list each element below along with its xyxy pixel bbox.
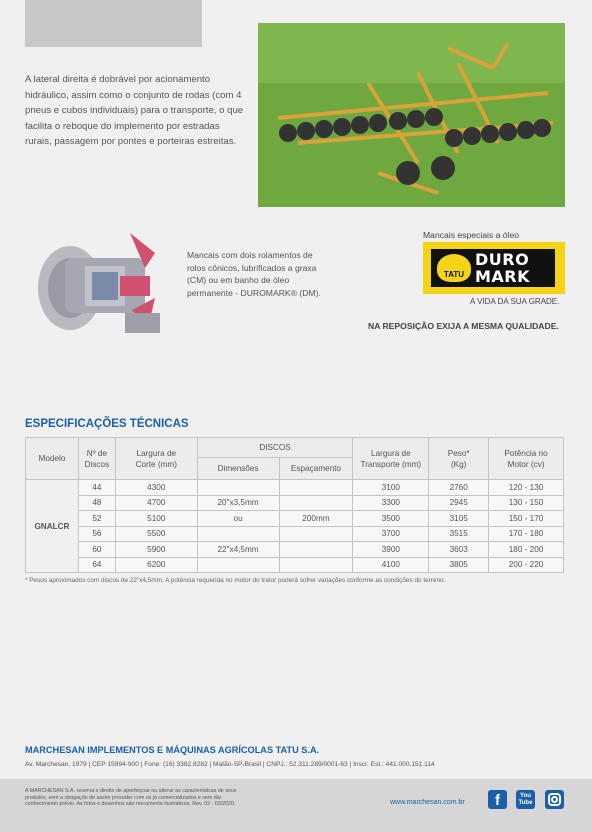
- power-cell: 170 - 180: [489, 526, 564, 542]
- spacing-cell: 200mm: [279, 511, 353, 527]
- header-discos: DISCOS: [197, 438, 353, 458]
- transport-cell: 3300: [353, 495, 429, 511]
- company-name: MARCHESAN IMPLEMENTOS E MÁQUINAS AGRÍCOLAS TATU S.A.: [25, 745, 320, 755]
- bearing-cutaway-image: [30, 228, 165, 338]
- discs-cell: 48: [78, 495, 115, 511]
- transport-cell: 3100: [353, 480, 429, 496]
- bearing-description: Mancais com dois rolamentos de rolos cônicos, lubrificados a graxa (CM) ou em banho de óleo permanente - DUROMARK® (DM).: [187, 250, 321, 298]
- youtube-label-tube: Tube: [518, 800, 533, 806]
- product-photo: [258, 23, 565, 207]
- header-cut-width: Largura de Corte (mm): [115, 438, 197, 480]
- header-spacing: Espaçamento: [279, 458, 353, 480]
- power-cell: 120 - 130: [489, 480, 564, 496]
- header-dimensions: Dimensões: [197, 458, 279, 480]
- table-row: [26, 557, 564, 573]
- header-power: Potência no Motor (cv): [489, 438, 564, 480]
- model-cell: GNALCR: [26, 480, 79, 573]
- cut-cell: 5500: [115, 526, 197, 542]
- spacing-cell: [279, 495, 353, 511]
- footer: [0, 779, 592, 832]
- weight-cell: 3805: [429, 557, 489, 573]
- cut-cell: 5900: [115, 542, 197, 558]
- cut-cell: 6200: [115, 557, 197, 573]
- transport-cell: 3500: [353, 511, 429, 527]
- weight-cell: 3515: [429, 526, 489, 542]
- cut-cell: 4700: [115, 495, 197, 511]
- spacing-cell: [279, 480, 353, 496]
- table-row: [26, 526, 564, 542]
- table-row: [26, 542, 564, 558]
- discs-cell: 56: [78, 526, 115, 542]
- dimensions-cell: [197, 480, 279, 496]
- youtube-icon[interactable]: [516, 790, 535, 809]
- bearing-illustration: [30, 228, 165, 338]
- duromark-word-duro: DURO: [475, 250, 530, 269]
- header-discs-count: Nº de Discos: [78, 438, 115, 480]
- transport-cell: 3900: [353, 542, 429, 558]
- table-row: [26, 511, 564, 527]
- spacing-cell: [279, 526, 353, 542]
- duromark-tagline: A VIDA DA SUA GRADE.: [470, 297, 560, 306]
- header-weight: Peso* (Kg): [429, 438, 489, 480]
- duromark-logo-inner: [431, 249, 555, 287]
- dimensions-cell: ou: [197, 511, 279, 527]
- specs-table: [25, 437, 564, 573]
- cut-cell: 5100: [115, 511, 197, 527]
- header-transport-width: Largura de Transporte (mm): [353, 438, 429, 480]
- disc-harrow-illustration: [258, 23, 565, 207]
- weight-cell: 3603: [429, 542, 489, 558]
- dimensions-cell: 22"x4,5mm: [197, 542, 279, 558]
- website-link[interactable]: www.marchesan.com.br: [390, 799, 465, 806]
- power-cell: 150 - 170: [489, 511, 564, 527]
- weight-cell: 3105: [429, 511, 489, 527]
- transport-cell: 3700: [353, 526, 429, 542]
- intro-paragraph: A lateral direita é dobrável por acionamento hidráulico, assim como o conjunto de rodas (com 4 pneus e cubos individuais) para o transporte, o que facilita o reboque do implemento por estradas rurais, passagem por pontes e porteiras estreitas.: [25, 74, 244, 147]
- power-cell: 130 - 150: [489, 495, 564, 511]
- youtube-label-you: You: [520, 793, 531, 799]
- tatu-badge-text: TATU: [443, 270, 465, 279]
- discs-cell: 52: [78, 511, 115, 527]
- header-model: Modelo: [26, 438, 79, 480]
- specs-note: * Pesos aproximados com discos de 22"x4,5mm. A potência requerida no motor do trator poderá sofrer variações conforme as condições do terreno.: [25, 577, 446, 584]
- spacing-cell: [279, 557, 353, 573]
- transport-cell: 4100: [353, 557, 429, 573]
- weight-cell: 2945: [429, 495, 489, 511]
- power-cell: 180 - 200: [489, 542, 564, 558]
- legal-disclaimer: A MARCHESAN S.A. reserva o direito de aperfeiçoar ou alterar as características de seus produtos, sem a obrigação de assim proceder com os já comercializados e sem dar conhecimento prévio. As fotos e desenhos são meramente ilustrativos. Rev. 02 - 03/2020.: [25, 788, 237, 807]
- weight-cell: 2760: [429, 480, 489, 496]
- replacement-note: NA REPOSIÇÃO EXIJA A MESMA QUALIDADE.: [368, 321, 559, 331]
- dimensions-cell: 20"x3,5mm: [197, 495, 279, 511]
- spacing-cell: [279, 542, 353, 558]
- power-cell: 200 - 220: [489, 557, 564, 573]
- discs-cell: 60: [78, 542, 115, 558]
- specs-title: ESPECIFICAÇÕES TÉCNICAS: [25, 418, 189, 430]
- discs-cell: 64: [78, 557, 115, 573]
- table-row: [26, 480, 564, 496]
- instagram-icon[interactable]: [545, 790, 564, 809]
- table-row: [26, 495, 564, 511]
- top-gray-block: [25, 0, 202, 47]
- cut-cell: 4300: [115, 480, 197, 496]
- duromark-caption: Mancais especiais a óleo: [423, 230, 520, 240]
- dimensions-cell: [197, 526, 279, 542]
- duromark-logo: [423, 242, 565, 294]
- dimensions-cell: [197, 557, 279, 573]
- tatu-badge-icon: [437, 254, 471, 282]
- company-address: Av. Marchesan, 1979 | CEP 15994-900 | Fone: (16) 3382.8282 | Matão-SP-Brasil | CNPJ.: 52.311.289/0001-63 | Inscr. Est.: 441.000.151.114: [25, 761, 435, 768]
- discs-cell: 44: [78, 480, 115, 496]
- facebook-icon[interactable]: f: [488, 790, 507, 809]
- duromark-word-mark: MARK: [475, 267, 531, 286]
